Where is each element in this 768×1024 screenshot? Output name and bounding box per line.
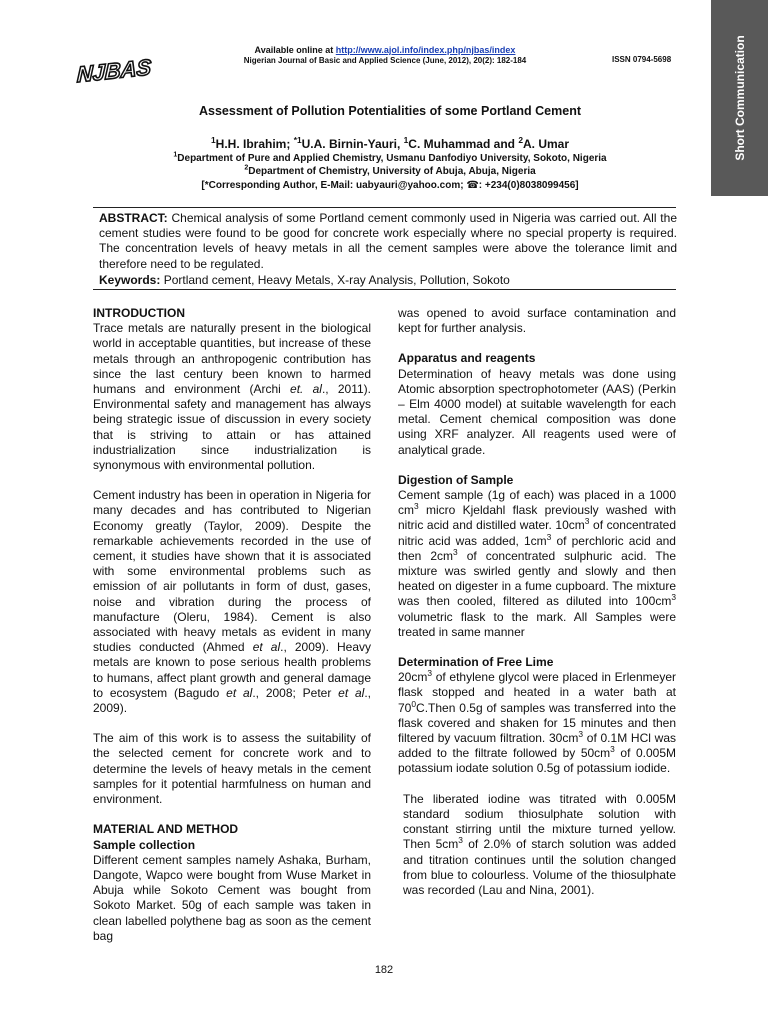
subheading-sample-collection: Sample collection xyxy=(93,837,196,852)
article-title: Assessment of Pollution Potentialities of some Portland Cement xyxy=(198,104,581,118)
author-list: $^1$H.H. Ibrahim; $^{*1}$U.A. Birnin-Yauri, $^1$C. Muhammad and $^2$A. Umar xyxy=(211,135,569,151)
paragraph: The liberated iodine was titrated with 0.005M standard sodium thiosulphate solution with constant stirring until the mixture turned yellow. Then $5cm^3$ of 2.0% of starch solution was added and titration continues until the solution changed from blue to colourless. Volume of the thiosulphate was recorded (Lau and Nina, 2001). xyxy=(403,791,676,897)
journal-logo xyxy=(76,48,152,90)
section-heading-method: MATERIAL AND METHOD xyxy=(93,822,239,837)
corresponding-author: [*Corresponding Author, E-Mail: uabyauri@yahoo.com; ☎: +234(0)8038099456] xyxy=(201,180,579,191)
affiliation-1: $^1$Department of Pure and Applied Chemistry, Usmanu Danfodiyo University, Sokoto, Nigeria xyxy=(173,151,607,164)
paragraph: $20cm^3$ of ethylene glycol were placed in Erlenmeyer flask stopped and heated in a water bath at $70^0C.Then$ 0.5g of samples was transferred into the flask covered and shaken for 15 minutes and then filtered by vacuum filtration. $30cm^3$ of 0.1M HCl was added to the filtrate followed by $50cm^3$ of 0.005M potassium iodate solution 0.5g of potassium iodide. xyxy=(398,668,676,776)
subheading-digestion: Digestion of Sample xyxy=(398,472,514,487)
right-column xyxy=(398,306,676,898)
section-heading-introduction: INTRODUCTION xyxy=(93,306,185,320)
journal-citation: Nigerian Journal of Basic and Applied Science (June, 2012), 20(2): 182-184 xyxy=(243,56,527,65)
paragraph: The aim of this work is to assess the suitability of the selected cement for concrete work and to determine the levels of heavy metals in the cement samples for it potential harmfulness on human and environment. xyxy=(93,731,371,807)
affiliation-2: $^2$Department of Chemistry, University of Abuja, Abuja, Nigeria xyxy=(244,164,536,177)
journal-url-link[interactable]: http://www.ajol.info/index.php/njbas/index xyxy=(335,45,516,55)
issn: ISSN 0794-5698 xyxy=(612,55,672,64)
availability-prefix: Available online at xyxy=(254,45,334,55)
paragraph: Cement sample (1g of each) was placed in a 1000 $cm^3$ micro Kjeldahl flask previously washed with nitric acid and distilled water. $10cm^3$ of concentrated nitric acid was added, $1cm^3$ of perchloric acid and then $2cm^3$ of concentrated sulphuric acid. The mixture was swirled gently and slowly and then heated on digester in a fume cupboard. The mixture was then cooled, filtered as diluted into $100cm^3$ volumetric flask to the mark. All Samples were treated in same manner xyxy=(398,488,677,639)
availability-line xyxy=(200,45,570,55)
paragraph: Trace metals are naturally present in the biological world in acceptable quantities, but increase of these metals through an anthropogenic contribution has since the last century been known to harmed humans and environment (Archi et. al., 2011). Environmental safety and management has always being strategic issue of discussion in every society that is striving to attain or has attained industrialization since industrialization is synonymous with environmental pollution. xyxy=(93,321,372,473)
abstract-bottom-rule xyxy=(93,289,676,290)
paragraph: Different cement samples namely Ashaka, Burham, Dangote, Wapco were bought from Wuse Market in Abuja while Sokoto Cement was bought from Sokoto Market. 50g of each sample was taken in clean labelled polythene bag as soon as the cement bag xyxy=(93,852,371,943)
paragraph: Determination of heavy metals was done using Atomic absorption spectrophotometer (AAS) (Perkin – Elm 4000 model) at suitable wavelength for each metal. Cement chemical composition was done using XRF analyzer. All reagents used were of analytical grade. xyxy=(398,366,676,457)
abstract: ABSTRACT: Chemical analysis of some Portland cement commonly used in Nigeria was carried out. All the cement studies were found to be good for concrete work especially where no special property is required. The concentration levels of heavy metals in all the cement samples were above the tolerance limit and therefore need to be regulated. xyxy=(99,211,677,271)
page-number: 182 xyxy=(374,964,394,976)
subheading-free-lime: Determination of Free Lime xyxy=(398,655,554,670)
section-tab xyxy=(711,0,768,196)
paragraph: was opened to avoid surface contamination and kept for further analysis. xyxy=(398,306,676,336)
section-tab-label: Short Communication xyxy=(732,35,747,161)
paragraph: Cement industry has been in operation in Nigeria for many decades and has contributed to Nigerian Economy greatly (Taylor, 2009). Despite the remarkable achievements recorded in the use of cement, it studies have shown that it is associated with some environmental problems such as emission of air pollutants in form of dust, gases, noise and vibration during the process of manufacture (Oleru, 1984). Cement is also associated with heavy metals as evident in many studies conducted (Ahmed et al., 2009). Heavy metals are known to pose serious health problems to humans, affect plant growth and general damage to ecosystem (Bagudo et al., 2008; Peter et al., 2009). xyxy=(93,488,372,716)
left-column xyxy=(93,306,371,944)
subheading-apparatus: Apparatus and reagents xyxy=(398,351,536,366)
abstract-top-rule xyxy=(93,207,676,208)
logo-text: NJBAS xyxy=(76,54,152,88)
keywords: Keywords: Portland cement, Heavy Metals, X-ray Analysis, Pollution, Sokoto xyxy=(99,273,510,287)
